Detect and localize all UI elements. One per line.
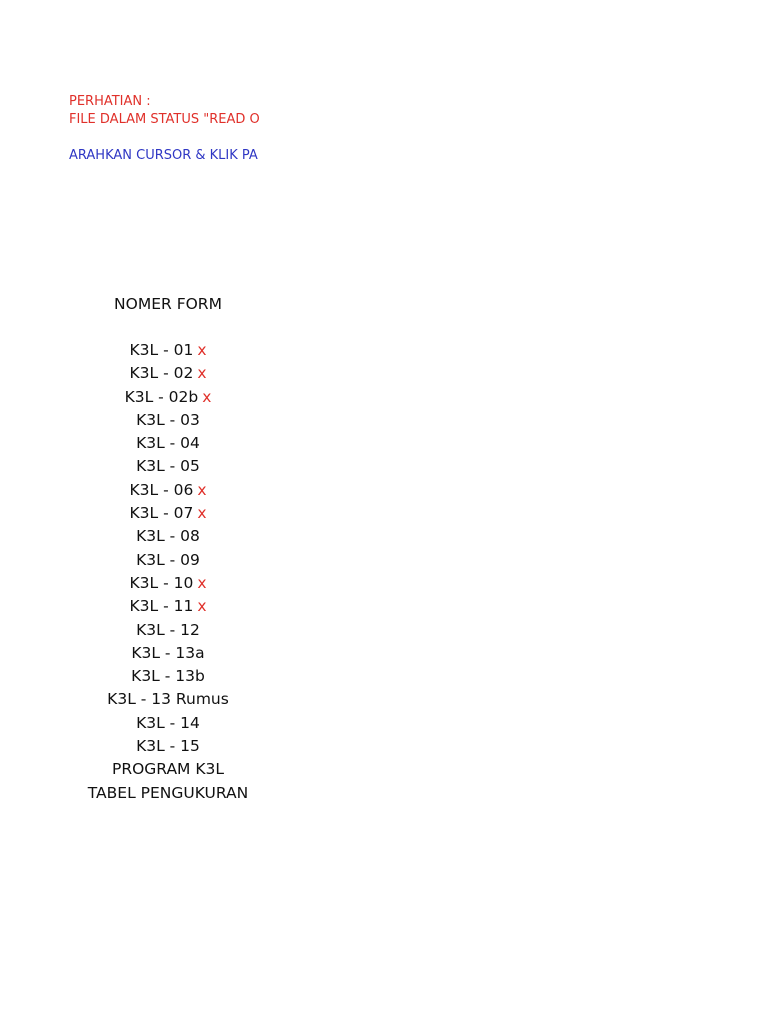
form-list-item[interactable] — [68, 409, 268, 432]
form-link[interactable]: K3L - 02b — [124, 387, 199, 406]
form-link[interactable]: K3L - 02 — [129, 364, 194, 383]
form-link[interactable]: K3L - 01 — [129, 341, 194, 359]
form-link[interactable]: K3L - 13a — [131, 643, 205, 662]
x-mark: x — [197, 364, 207, 383]
form-list-item[interactable] — [68, 362, 268, 385]
form-link[interactable]: K3L - 03 — [136, 410, 200, 429]
form-link[interactable]: K3L - 15 — [136, 737, 200, 756]
notice-heading: PERHATIAN : — [69, 94, 151, 109]
form-link[interactable]: K3L - 07 — [129, 504, 194, 523]
instruction-text: ARAHKAN CURSOR & KLIK PA — [69, 148, 258, 163]
form-list-item[interactable] — [68, 339, 268, 362]
form-list-item[interactable] — [68, 712, 268, 735]
form-list-item[interactable] — [68, 549, 268, 572]
form-link[interactable]: K3L - 09 — [136, 550, 200, 569]
form-link[interactable]: K3L - 13 Rumus — [107, 690, 229, 709]
form-link[interactable]: K3L - 13b — [131, 667, 205, 686]
x-mark: x — [197, 597, 207, 616]
form-link[interactable]: K3L - 12 — [136, 620, 200, 639]
form-link[interactable]: K3L - 05 — [136, 457, 200, 476]
form-list-item[interactable] — [68, 525, 268, 548]
form-link[interactable]: K3L - 14 — [136, 713, 200, 732]
x-mark: x — [197, 573, 207, 592]
form-list — [68, 339, 268, 805]
form-link[interactable]: K3L - 06 — [129, 480, 194, 499]
form-list-item[interactable] — [68, 758, 268, 781]
form-list-item[interactable] — [68, 572, 268, 595]
form-list-item[interactable] — [68, 619, 268, 642]
form-list-item[interactable] — [68, 782, 268, 805]
form-list-title: NOMER FORM — [114, 295, 222, 313]
form-list-item[interactable] — [68, 386, 268, 409]
notice-block — [69, 93, 268, 165]
form-link[interactable]: K3L - 04 — [136, 434, 200, 453]
form-list-item[interactable] — [68, 735, 268, 758]
form-link[interactable]: PROGRAM K3L — [111, 760, 225, 779]
form-list-item[interactable] — [68, 642, 268, 665]
form-list-item[interactable] — [68, 665, 268, 688]
form-link[interactable]: TABEL PENGUKURAN — [87, 783, 249, 802]
form-list-item[interactable] — [68, 688, 268, 711]
form-link[interactable]: K3L - 10 — [129, 573, 194, 592]
x-mark: x — [197, 480, 207, 499]
form-list-item[interactable] — [68, 502, 268, 525]
x-mark: x — [197, 504, 207, 523]
read-only-status: FILE DALAM STATUS "READ O — [69, 112, 260, 127]
form-link[interactable]: K3L - 08 — [136, 527, 200, 546]
form-list-item[interactable] — [68, 455, 268, 478]
x-mark: x — [202, 387, 212, 406]
form-list-item[interactable] — [68, 595, 268, 618]
form-list-item[interactable] — [68, 479, 268, 502]
form-link[interactable]: K3L - 11 — [129, 597, 194, 616]
form-list-item[interactable] — [68, 432, 268, 455]
x-mark: x — [197, 341, 207, 359]
